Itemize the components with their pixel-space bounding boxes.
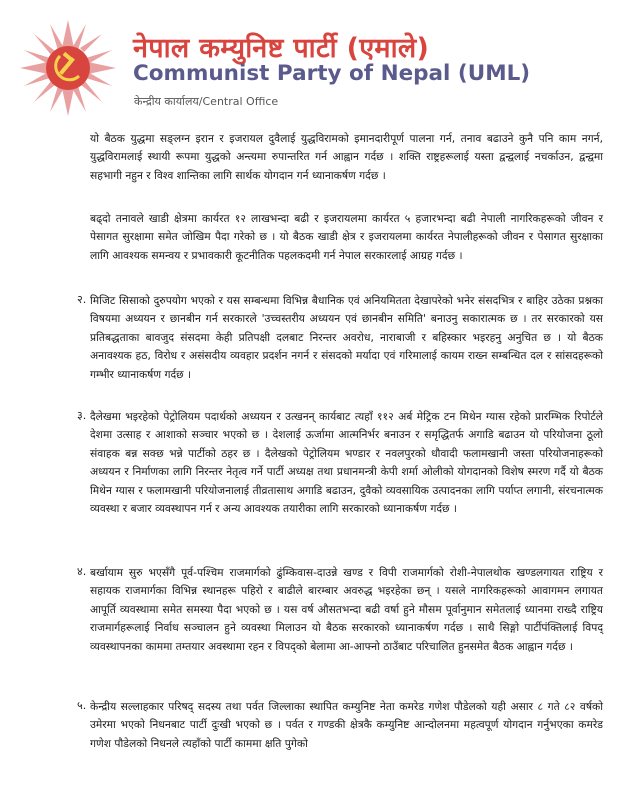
paragraph-5: बर्खायाम सुरु भएसँगै पूर्व-पश्चिम राजमार्गको ढुंम्किवास-दाउन्ने खण्ड र विपी राजमार्गको रोशी-नेपालथोक खण्डलगायत राष्ट्रिय र सहायक राजमार्गका विभिन्न स्थानहरू पहिरो र बाढीले बारम्बार अवरुद्ध भइरहेका छन् । यसले नागरिकहरूको आवागमन लगायत आपूर्ति व्यवस्थामा समेत समस्या पैदा भएको छ । यस वर्ष औसतभन्दा बढी वर्षा हुने मौसम पूर्वानुमान समेतलाई ध्यानमा राख्दै राष्ट्रिय राजमार्गहरूलाई निर्वाध सञ्चालन हुने व्यवस्था मिलाउन यो बैठक सरकारको ध्यानाकर्षण गर्दछ । साथै सिङ्गो पार्टीपंक्तिलाई विपद् व्यवस्थापनका काममा तम्तयार अवस्थामा रहन र विपद्को बेलामा आ-आफ्नो ठाउँबाट परिचालित हुनसमेत बैठक आह्वान गर्दछ ।: [90, 566, 603, 653]
party-name-nepali: नेपाल कम्युनिष्ट पार्टी (एमाले): [133, 33, 430, 64]
item-number-4: ४.: [77, 565, 87, 578]
party-name-english: Communist Party of Nepal (UML): [133, 61, 531, 86]
item-number-5: ५.: [77, 699, 87, 712]
letterhead: [0, 0, 635, 118]
item-number-3: ३.: [77, 409, 87, 422]
paragraph-3: मिजिट सिसाको दुरुपयोग भएको र यस सम्बन्धमा विभिन्न बैधानिक एवं अनियमितता देखापरेको भनेर संसदभित्र र बाहिर उठेका प्रश्नका विषयमा अध्ययन र छानबीन गर्न सरकारले 'उच्चस्तरीय अध्ययन एवं छानबीन समिति' बनाउनु सकारात्मक छ । तर सरकारको यस प्रतिबद्धताका बावजुद संसदमा केही प्रतिपक्षी दलबाट निरन्तर अवरोध, नाराबाजी र बहिस्कार भइरहनु अनुचित छ । यो बैठक अनावश्यक हठ, विरोध र असंसदीय व्यवहार प्रदर्शन नगर्न र संसदको मर्यादा एवं गरिमालाई कायम राख्न सम्बन्धित दल र सांसदहरूको गम्भीर ध्यानाकर्षण गर्दछ ।: [90, 294, 603, 381]
paragraph-2: बढ्दो तनावले खाडी क्षेत्रमा कार्यरत १२ लाखभन्दा बढी र इजरायलमा कार्यरत ५ हजारभन्दा बढी नेपाली नागरिकहरूको जीवन र पेसागत सुरक्षामा समेत जोखिम पैदा गरेको छ । यो बैठक खाडी क्षेत्र र इजरायलमा कार्यरत नेपालीहरूको जीवन र पेसागत सुरक्षाका लागि आवश्यक समन्वय र प्रभावकारी कूटनीतिक पहलकदमी गर्न नेपाल सरकारलाई आग्रह गर्दछ ।: [90, 212, 603, 262]
office-separator: /: [198, 95, 203, 108]
item-number-2: २.: [77, 293, 87, 306]
office-label: [134, 94, 278, 109]
office-label-english: Central Office: [202, 95, 279, 108]
paragraph-6: केन्द्रीय सल्लाहकार परिषद् सदस्य तथा पर्वत जिल्लाका स्थापित कम्युनिष्ट नेता कमरेड गणेश पौडेलको यही असार ८ गते ८२ वर्षको उमेरमा भएको निधनबाट पार्टी दुःखी भएको छ । पर्वत र गण्डकी क्षेत्रकै कम्युनिष्ट आन्दोलनमा महत्वपूर्ण योगदान गर्नुभएका कमरेड गणेश पौडेलको निधनले त्यहाँको पार्टी काममा क्षति पुगेको: [90, 700, 603, 750]
party-emblem-icon: [18, 18, 118, 118]
paragraph-4: दैलेखमा भइरहेको पेट्रोलियम पदार्थको अध्ययन र उत्खनन् कार्यबाट त्यहाँ ११२ अर्ब मेट्रिक टन मिथेन ग्यास रहेको प्रारम्भिक रिपोर्टले देशमा उत्साह र आशाको सञ्चार भएको छ । देशलाई ऊर्जामा आत्मनिर्भर बनाउन र समृद्धितर्फ अगाडि बढाउन यो परियोजना ठूलो संवाहक बन्न सक्छ भन्ने पार्टीको ठहर छ । दैलेखको पेट्रोलियम भण्डार र नवलपुरको धौवादी फलामखानी जस्ता परियोजनाहरूको अध्ययन र निर्माणका लागि निरन्तर नेतृत्व गर्ने पार्टी अध्यक्ष तथा प्रधानमन्त्री केपी शर्मा ओलीको योगदानको विशेष स्मरण गर्दै यो बैठक मिथेन ग्यास र फलामखानी परियोजनालाई तीव्रतासाथ अगाडि बढाउन, दुवैको व्यवसायिक उत्पादनका लागि पर्याप्त लगानी, संरचनात्मक व्यवस्था र बजार व्यवस्थापन गर्न र अन्य आवश्यक तयारीका लागि सरकारको ध्यानाकर्षण गर्दछ ।: [90, 410, 603, 516]
paragraph-1: यो बैठक युद्धमा सङ्लग्न इरान र इजरायल दुवैलाई युद्धविरामको इमानदारीपूर्ण पालना गर्न, तनाव बढाउने कुनै पनि काम नगर्न, युद्धविरामलाई स्थायी रूपमा युद्धको अन्त्यमा रुपान्तरित गर्न आह्वान गर्दछ । शक्ति राष्ट्रहरूलाई यस्ता द्वन्द्वलाई नचर्काउन, द्वन्द्वमा सहभागी नहुन र विश्व शान्तिका लागि सार्थक योगदान गर्न ध्यानाकर्षण गर्दछ ।: [90, 132, 603, 182]
office-label-nepali: केन्द्रीय कार्यालय: [134, 95, 199, 108]
